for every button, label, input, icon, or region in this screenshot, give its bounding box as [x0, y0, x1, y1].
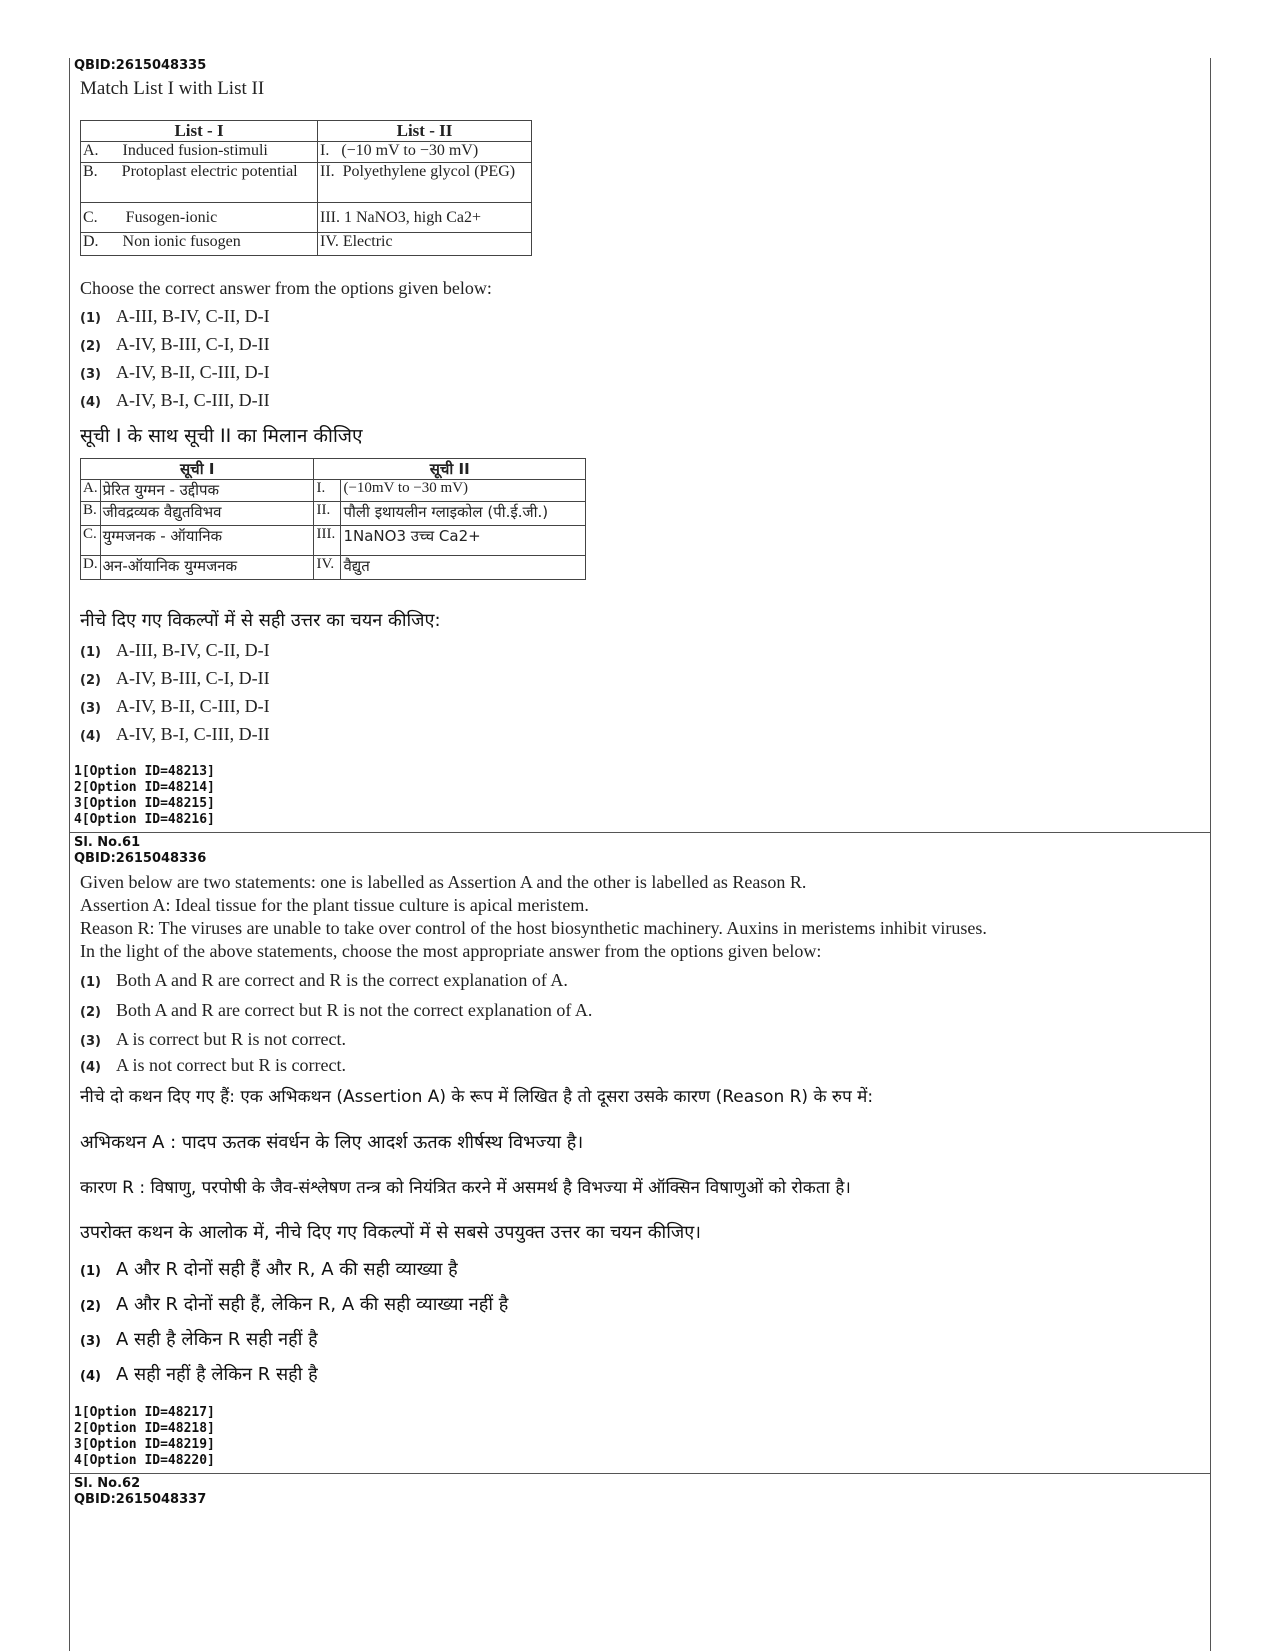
left-border [69, 58, 70, 1651]
option-text: A-IV, B-II, C-III, D-I [116, 696, 270, 716]
option-number: (1) [80, 1264, 101, 1279]
option-text: A-IV, B-I, C-III, D-II [116, 724, 270, 744]
cell-list-1: A. Induced fusion-stimuli [81, 142, 318, 163]
option-ids-60 [74, 764, 215, 828]
option-number: (3) [80, 1034, 101, 1049]
table-row [81, 502, 586, 526]
assertion-intro-en: Given below are two statements: one is labelled as Assertion A and the other is labelled as Reason R. [80, 872, 807, 892]
option-number: (3) [80, 701, 101, 716]
prompt-en: Match List I with List II [80, 78, 265, 99]
option-4[interactable] [80, 1362, 318, 1386]
option-text: A-IV, B-II, C-III, D-I [116, 362, 270, 382]
choose-hi: नीचे दिए गए विकल्पों में से सही उत्तर का चयन कीजिए: [80, 610, 441, 631]
option-text: A-III, B-IV, C-II, D-I [116, 306, 270, 326]
cell-key: D. [81, 556, 101, 580]
cell-list-1: अन-ऑयानिक युग्मजनक [100, 556, 314, 580]
cell-list-1: जीवद्रव्यक वैद्युतविभव [100, 502, 314, 526]
right-border [1210, 58, 1211, 1651]
option-text: A सही है लेकिन R सही नहीं है [116, 1329, 318, 1350]
qbid-61: QBID:2615048336 [74, 851, 207, 866]
cell-list-2: I. (−10 mV to −30 mV) [318, 142, 532, 163]
cell-num: III. [314, 526, 341, 556]
option-number: (1) [80, 975, 101, 990]
cell-list-1: B. Protoplast electric potential [81, 163, 318, 203]
match-table-hi [80, 458, 586, 580]
prompt-hi: सूची I के साथ सूची II का मिलान कीजिए [80, 425, 363, 447]
option-text: A-IV, B-III, C-I, D-II [116, 334, 270, 354]
table-row [81, 203, 532, 233]
header-list-1: सूची I [81, 459, 314, 480]
qbid-60: QBID:2615048335 [74, 58, 207, 73]
option-text: A-IV, B-I, C-III, D-II [116, 390, 270, 410]
option-id: 2[Option ID=48214] [74, 780, 215, 795]
option-text: A और R दोनों सही हैं, लेकिन R, A की सही व्याख्या नहीं है [116, 1294, 509, 1315]
option-4[interactable] [80, 390, 270, 411]
option-number: (2) [80, 673, 101, 688]
cell-key: B. [81, 502, 101, 526]
cell-list-2: (−10mV to −30 mV) [341, 480, 586, 502]
table-row [81, 163, 532, 203]
option-text: A-III, B-IV, C-II, D-I [116, 640, 270, 660]
option-3[interactable] [80, 362, 270, 383]
cell-list-1: युग्मजनक - ऑयानिक [100, 526, 314, 556]
option-id: 4[Option ID=48220] [74, 1453, 215, 1468]
option-id: 1[Option ID=48213] [74, 764, 215, 779]
assertion-en: Assertion A: Ideal tissue for the plant tissue culture is apical meristem. [80, 895, 589, 915]
qbid-62: QBID:2615048337 [74, 1492, 207, 1507]
option-text: A is not correct but R is correct. [116, 1055, 346, 1075]
option-id: 3[Option ID=48215] [74, 796, 215, 811]
option-number: (2) [80, 1005, 101, 1020]
option-2[interactable] [80, 668, 270, 689]
cell-num: IV. [314, 556, 341, 580]
cell-key: A. [81, 480, 101, 502]
option-3[interactable] [80, 1029, 346, 1050]
option-id: 2[Option ID=48218] [74, 1421, 215, 1436]
assertion-intro-hi: नीचे दो कथन दिए गए हैं: एक अभिकथन (Assertion A) के रूप में लिखित है तो दूसरा उसके कारण (Reason R) के रुप में: [80, 1087, 874, 1107]
serial-61: Sl. No.61 [74, 835, 141, 850]
option-id: 3[Option ID=48219] [74, 1437, 215, 1452]
option-2[interactable] [80, 1000, 592, 1021]
option-text: A is correct but R is not correct. [116, 1029, 346, 1049]
instruction-en: In the light of the above statements, choose the most appropriate answer from the options given below: [80, 941, 822, 961]
option-2[interactable] [80, 334, 270, 355]
table-row [81, 480, 586, 502]
option-1[interactable] [80, 306, 270, 327]
header-list-2: List - II [318, 121, 532, 142]
table-row [81, 556, 586, 580]
option-text: Both A and R are correct and R is the correct explanation of A. [116, 970, 568, 990]
option-ids-61 [74, 1405, 215, 1469]
reason-en: Reason R: The viruses are unable to take over control of the host biosynthetic machinery. Auxins in meristems inhibit viruses. [80, 918, 987, 938]
option-number: (4) [80, 729, 101, 744]
option-1[interactable] [80, 970, 568, 991]
table-row [81, 142, 532, 163]
match-table-en [80, 120, 532, 256]
option-number: (4) [80, 1060, 101, 1075]
option-number: (3) [80, 367, 101, 382]
choose-en: Choose the correct answer from the options given below: [80, 278, 492, 298]
cell-list-2: III. 1 NaNO3, high Ca2+ [318, 203, 532, 233]
cell-list-1: प्रेरित युग्मन - उद्दीपक [100, 480, 314, 502]
option-4[interactable] [80, 1055, 346, 1076]
option-1[interactable] [80, 1257, 458, 1281]
table-row [81, 233, 532, 256]
divider [70, 1473, 1210, 1474]
option-text: Both A and R are correct but R is not the correct explanation of A. [116, 1000, 593, 1020]
cell-list-1: C. Fusogen-ionic [81, 203, 318, 233]
option-number: (2) [80, 339, 101, 354]
option-number: (4) [80, 395, 101, 410]
cell-list-2: II. Polyethylene glycol (PEG) [318, 163, 532, 203]
option-2[interactable] [80, 1292, 508, 1316]
cell-key: C. [81, 526, 101, 556]
cell-list-2: IV. Electric [318, 233, 532, 256]
option-id: 4[Option ID=48216] [74, 812, 215, 827]
header-list-1: List - I [81, 121, 318, 142]
option-1[interactable] [80, 640, 270, 661]
option-number: (3) [80, 1334, 101, 1349]
table-row [81, 526, 586, 556]
assertion-hi: अभिकथन A : पादप ऊतक संवर्धन के लिए आदर्श ऊतक शीर्षस्थ विभज्या है। [80, 1132, 584, 1153]
divider [70, 832, 1210, 833]
cell-list-2: पौली इथायलीन ग्लाइकोल (पी.ई.जी.) [341, 502, 586, 526]
option-3[interactable] [80, 696, 270, 717]
option-text: A और R दोनों सही हैं और R, A की सही व्याख्या है [116, 1259, 458, 1280]
table-header-row [81, 121, 532, 142]
cell-num: II. [314, 502, 341, 526]
option-text: A सही नहीं है लेकिन R सही है [116, 1364, 318, 1385]
cell-list-2: वैद्युत [341, 556, 586, 580]
table-header-row [81, 459, 586, 480]
instruction-hi: उपरोक्त कथन के आलोक में, नीचे दिए गए विकल्पों में से सबसे उपयुक्त उत्तर का चयन कीजिए। [80, 1222, 701, 1243]
serial-62: Sl. No.62 [74, 1476, 141, 1491]
option-4[interactable] [80, 724, 270, 745]
option-id: 1[Option ID=48217] [74, 1405, 215, 1420]
cell-num: I. [314, 480, 341, 502]
option-number: (1) [80, 645, 101, 660]
option-number: (4) [80, 1369, 101, 1384]
option-text: A-IV, B-III, C-I, D-II [116, 668, 270, 688]
cell-list-1: D. Non ionic fusogen [81, 233, 318, 256]
option-3[interactable] [80, 1327, 318, 1351]
option-number: (2) [80, 1299, 101, 1314]
option-number: (1) [80, 311, 101, 326]
header-list-2: सूची II [314, 459, 586, 480]
cell-list-2: 1NaNO3 उच्च Ca2+ [341, 526, 586, 556]
reason-hi: कारण R : विषाणु, परपोषी के जैव-संश्लेषण तन्त्र को नियंत्रित करने में असमर्थ है विभज्या में ऑक्सिन विषाणुओं को रोकता है। [80, 1178, 851, 1198]
